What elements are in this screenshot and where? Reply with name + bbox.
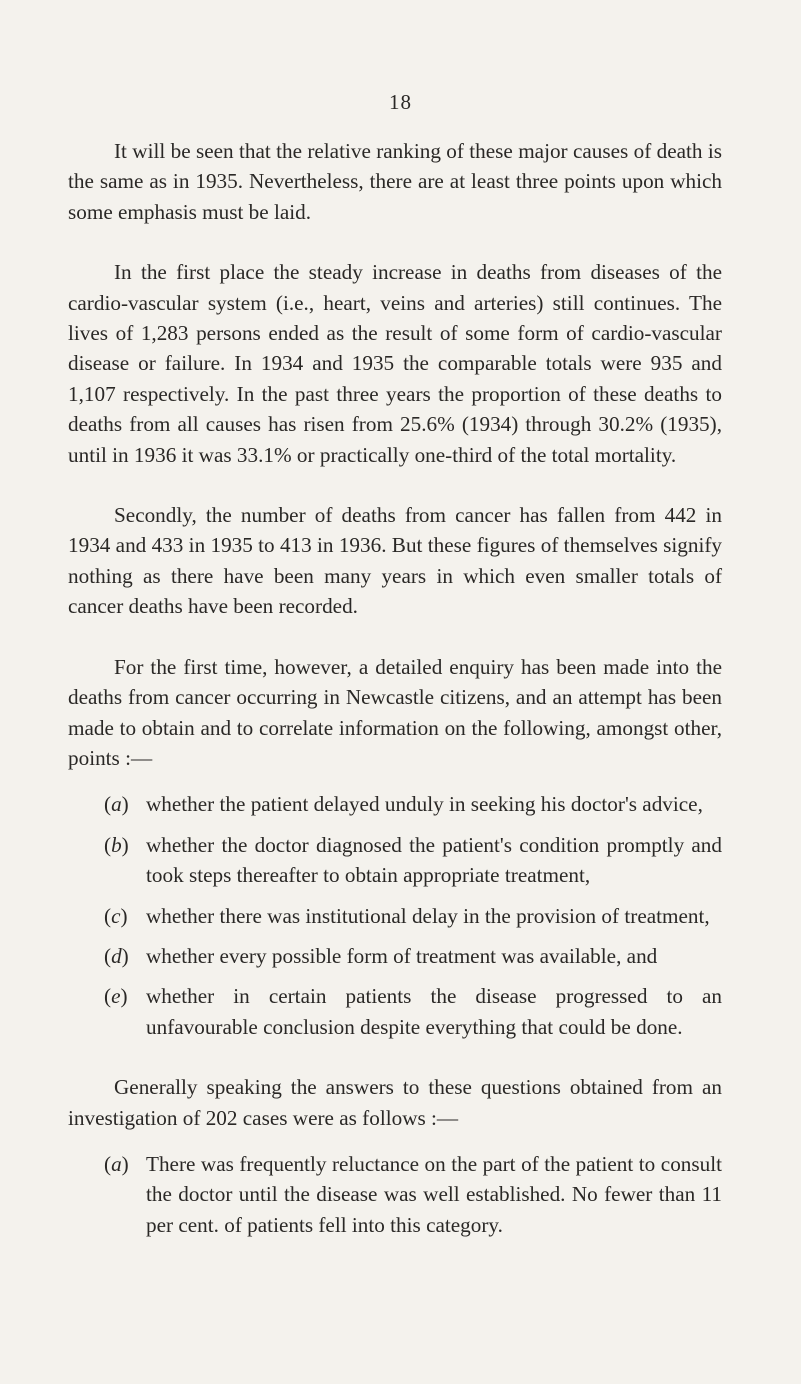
list-item-label: (c) — [104, 903, 128, 928]
list-item — [68, 981, 722, 1042]
list-item — [68, 789, 722, 819]
paragraph-enquiry: For the first time, however, a detailed enquiry has been made into the deaths from cancer occurring in Newcastle citizens, and an attempt has been made to obtain and to correlate information on the following, amongst other, points :— — [68, 654, 722, 770]
list-item-label: (e) — [104, 984, 128, 1009]
list-item-text: whether every possible form of treatment was available, and — [146, 943, 658, 968]
list-item-label: (b) — [104, 832, 129, 857]
paragraph-cancer-deaths: Secondly, the number of deaths from cancer has fallen from 442 in 1934 and 433 in 1935 to 413 in 1936. But these figures of themselves signify nothing as there have been many years in which even smaller totals of cancer deaths have been recorded. — [68, 503, 722, 619]
page-number: 18 — [389, 90, 412, 114]
list-item — [68, 941, 722, 971]
findings-list — [68, 1149, 722, 1240]
enquiry-points-list — [68, 789, 722, 1042]
list-item-label: (a) — [104, 792, 129, 817]
list-item — [68, 1149, 722, 1240]
list-item-label: (a) — [104, 1151, 129, 1176]
body-text — [68, 136, 722, 1270]
paragraph-intro: It will be seen that the relative ranking of these major causes of death is the same as in 1935. Nevertheless, there are at least three points upon which some emphasis must be laid. — [68, 139, 722, 224]
list-item-label: (d) — [104, 943, 129, 968]
list-item — [68, 830, 722, 891]
list-item — [68, 901, 722, 931]
paragraph-cardio-vascular: In the first place the steady increase in deaths from diseases of the cardio-vascular system (i.e., heart, veins and arteries) still continues. The lives of 1,283 persons ended as the result of some form of cardio-vascular disease or failure. In 1934 and 1935 the comparable totals were 935 and 1,107 respectively. In the past three years the proportion of these deaths to deaths from all causes has risen from 25.6% (1934) through 30.2% (1935), until in 1936 it was 33.1% or practically one-third of the total mortality. — [68, 260, 722, 467]
list-item-text: whether the doctor diagnosed the patient's condition promptly and took steps thereafter to obtain appropriate treatment, — [146, 832, 722, 888]
list-item-text: whether the patient delayed unduly in seeking his doctor's advice, — [146, 792, 703, 817]
list-item-text: whether in certain patients the disease progressed to an unfavourable conclusion despite everything that could be done. — [146, 984, 722, 1039]
list-item-text: whether there was institutional delay in the provision of treatment, — [146, 903, 710, 928]
paragraph-summary: Generally speaking the answers to these questions obtained from an investigation of 202 cases were as follows :— — [68, 1075, 722, 1130]
list-item-text: There was frequently reluctance on the part of the patient to consult the doctor until the disease was well established. No fewer than 11 per cent. of patients fell into this category. — [146, 1151, 722, 1237]
